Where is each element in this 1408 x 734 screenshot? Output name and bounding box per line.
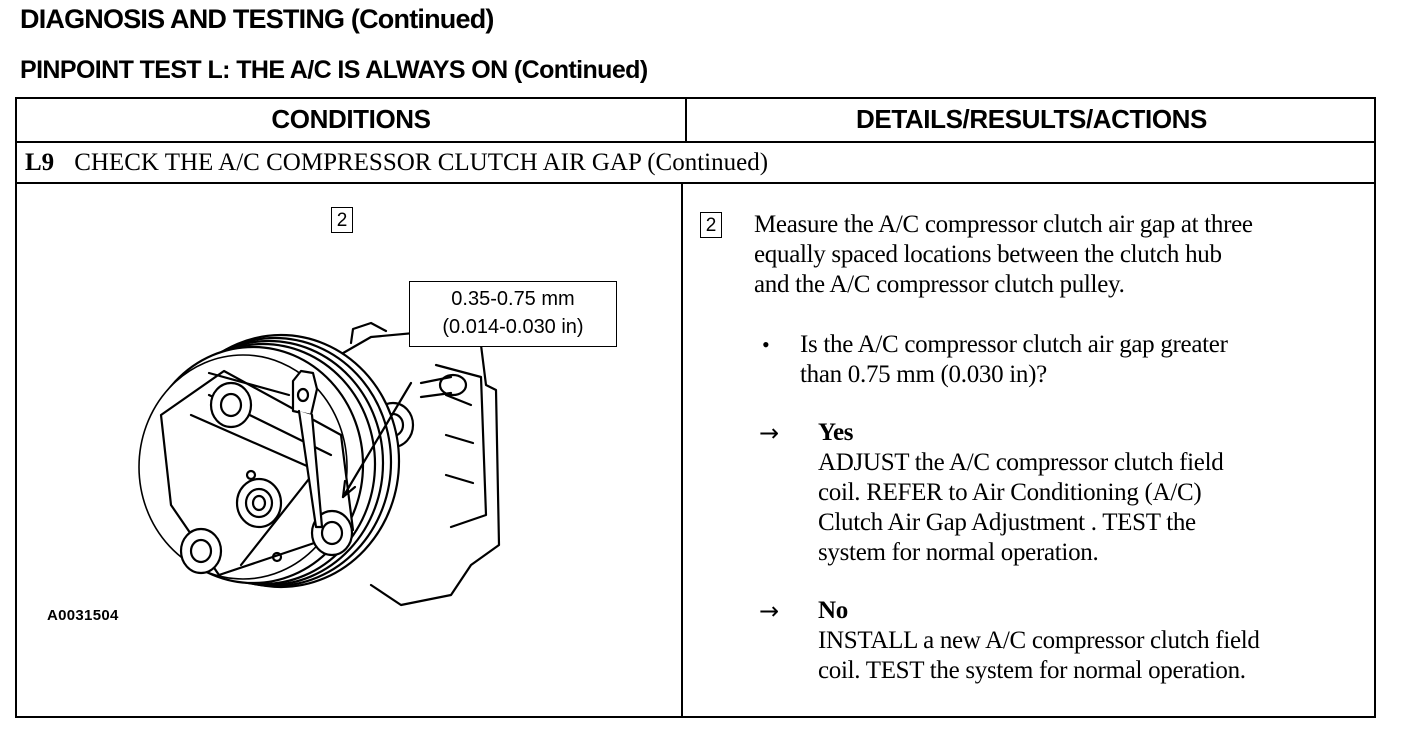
- no-label: No: [818, 597, 848, 624]
- no-arrow-icon: →: [759, 597, 780, 625]
- yes-action-line: ADJUST the A/C compressor clutch field: [818, 449, 1224, 476]
- step-row-divider: [17, 182, 1374, 184]
- conditions-column-header: CONDITIONS: [271, 104, 431, 134]
- yes-action-line: system for normal operation.: [818, 539, 1099, 566]
- air-gap-in: (0.014-0.030 in): [442, 316, 584, 338]
- figure-id: A0031504: [47, 607, 119, 624]
- no-action-line: coil. TEST the system for normal operation.: [818, 657, 1246, 684]
- details-column-header: DETAILS/RESULTS/ACTIONS: [856, 104, 1207, 134]
- yes-label: Yes: [818, 419, 854, 446]
- body-column-divider: [681, 182, 683, 716]
- air-gap-callout: [409, 281, 617, 347]
- instruction-line: Measure the A/C compressor clutch air gap at three: [754, 211, 1253, 238]
- air-gap-mm: 0.35-0.75 mm: [451, 288, 575, 310]
- question-line: Is the A/C compressor clutch air gap greater: [800, 331, 1228, 358]
- step-title: CHECK THE A/C COMPRESSOR CLUTCH AIR GAP (Continued): [74, 149, 769, 176]
- pinpoint-test-title: PINPOINT TEST L: THE A/C IS ALWAYS ON (Continued): [20, 56, 648, 84]
- instruction-text: [754, 210, 1253, 300]
- details-step-marker: 2: [700, 212, 722, 238]
- question-line: than 0.75 mm (0.030 in)?: [800, 361, 1047, 388]
- yes-action-line: Clutch Air Gap Adjustment . TEST the: [818, 509, 1196, 536]
- question-text: [800, 330, 1228, 390]
- step-row: [25, 149, 768, 177]
- yes-result: [818, 418, 1223, 568]
- section-title: DIAGNOSIS AND TESTING (Continued): [20, 4, 494, 34]
- step-id: L9: [25, 149, 55, 176]
- no-result: [818, 596, 1260, 686]
- header-divider: [17, 141, 1374, 143]
- pinpoint-test-table: [15, 97, 1376, 718]
- no-action-line: INSTALL a new A/C compressor clutch field: [818, 627, 1260, 654]
- yes-arrow-icon: →: [759, 419, 780, 447]
- instruction-line: and the A/C compressor clutch pulley.: [754, 271, 1125, 298]
- instruction-line: equally spaced locations between the clutch hub: [754, 241, 1222, 268]
- figure-step-marker: 2: [331, 207, 353, 233]
- question-bullet: •: [762, 332, 770, 357]
- yes-action-line: coil. REFER to Air Conditioning (A/C): [818, 479, 1202, 506]
